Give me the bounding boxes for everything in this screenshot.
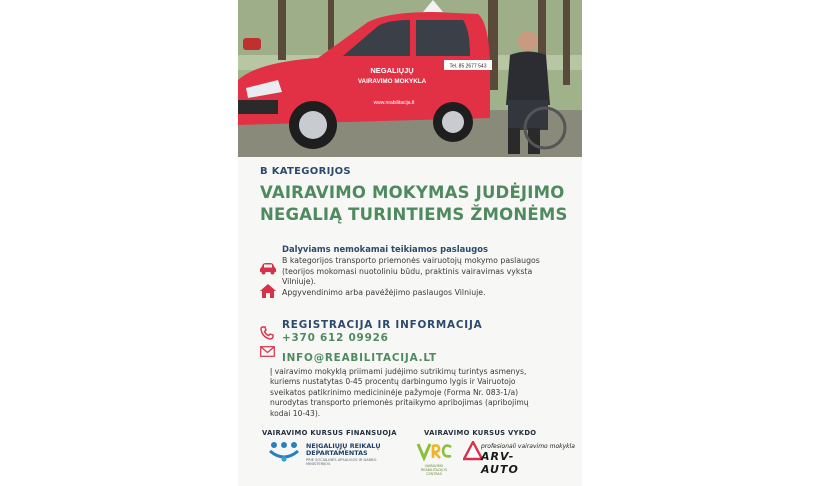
ndl-subtitle: PRIE SOCIALINĖS APSAUGOS IR DARBO MINISTERIJOS [306,458,377,467]
house-icon [259,283,277,299]
arv-tagline: profesionali vairavimo mokykla [481,443,575,450]
ndl-logo [268,441,381,467]
services-line1: B kategorijos transporto priemonės vairuotojų mokymo paslaugos [282,256,540,266]
funded-by-label: VAIRAVIMO KURSUS FINANSUOJA [262,429,397,437]
arv-wordmark: ARV-AUTO [481,450,519,476]
hero-photo [238,0,582,157]
contact-block [282,319,482,365]
email-icon [260,346,275,357]
car-sign-line1: NEGALIŲJŲ [370,66,414,75]
executed-by-label: VAIRAVIMO KURSUS VYKDO [424,429,537,437]
notice-line5: kodai 10-43). [270,408,321,418]
eligibility-notice [270,367,548,419]
services-line4: Apgyvendinimo arba pavėžėjimo paslaugos Vilniuje. [282,287,486,297]
notice-line1: Į vairavimo mokyklą priimami judėjimo sutrikimų turintys asmenys, [270,367,527,376]
services-line2: (teorijos mokomasi nuotoliniu būdu, praktinis vairavimas vyksta [282,266,533,276]
ndl-name [306,443,386,458]
warning-triangle-icon [463,441,483,461]
headline-line1: VAIRAVIMO MOKYMAS JUDĖJIMO [260,183,565,202]
vrc-subtitle: VAIRAVIMO REABILITACIJOS CENTRAS [420,464,448,476]
arv-auto-logo [463,441,575,476]
car-url: www.reabilitacija.lt [373,100,415,106]
notice-line4: nurodytas transporto priemonės pritaikymo apribojimas (apribojimų [270,398,529,408]
notice-line2: kuriems nustatytas 0-45 procentų darbingumo lygis ir Vairuotojo [270,377,516,387]
ndl-emblem-icon [268,441,300,463]
services-block [282,244,560,298]
ndl-name-line2: DEPARTAMENTAS [306,449,368,458]
headline-line2: NEGALIĄ TURINTIEMS ŽMONĖMS [260,205,568,224]
contact-email[interactable]: INFO@REABILITACIJA.LT [282,351,437,364]
notice-line3: sveikatos patikrinimo medicininėje pažymoje (Forma Nr. 083-1/a) [270,387,519,397]
car-photo [238,0,582,157]
headline [260,182,580,226]
services-title: Dalyviams nemokamai teikiamos paslaugos [282,244,488,254]
category-kicker: B KATEGORIJOS [260,166,351,177]
services-line3: Vilniuje). [282,277,317,287]
vrc-logo [414,440,454,476]
ndl-name-line1: NEĮGALIŲJŲ REIKALŲ [306,442,381,450]
car-sign-line2: VAIRAVIMO MOKYKLA [357,78,427,85]
contact-phone[interactable]: +370 612 09926 [282,332,389,345]
phone-icon [260,326,274,340]
car-icon [259,262,277,275]
car-phone: Tel. 85 2677 543 [449,63,487,70]
vrc-emblem-icon [414,440,454,464]
poster [238,0,582,486]
contact-title: REGISTRACIJA IR INFORMACIJA [282,319,483,331]
